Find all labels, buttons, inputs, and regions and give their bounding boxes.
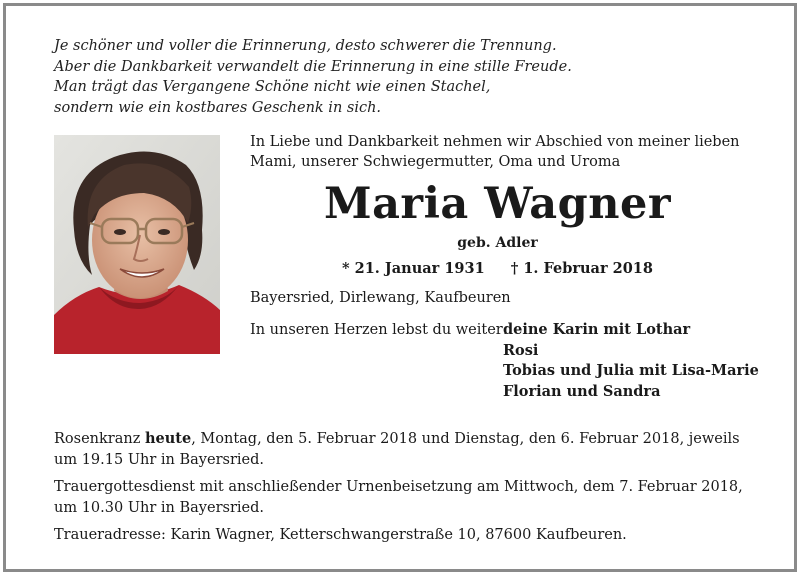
rosary-rest: , Montag, den 5. Februar 2018 und Dienstag, den 6. Februar 2018, jeweils	[191, 431, 740, 447]
deceased-name: Maria Wagner	[323, 179, 672, 229]
quote-line: sondern wie ein kostbares Geschenk in sich.	[54, 99, 382, 116]
life-dates	[250, 259, 745, 279]
memorial-quote	[54, 36, 614, 118]
mourners-list	[503, 320, 759, 402]
mourner-name: Tobias und Julia mit Lisa-Marie	[503, 362, 759, 379]
death-date: † 1. Februar 2018	[510, 260, 653, 277]
mourning-address	[54, 525, 754, 546]
rosary-prefix: Rosenkranz	[54, 431, 145, 447]
funeral-info	[54, 477, 754, 518]
intro-line: In Liebe und Dankbarkeit nehmen wir Abschied von meiner lieben	[250, 134, 740, 150]
quote-line: Je schöner und voller die Erinnerung, desto schwerer die Trennung.	[54, 38, 557, 54]
quote-line: Aber die Dankbarkeit verwandelt die Erinnerung in eine stille Freude.	[54, 58, 572, 75]
funeral-line1: Trauergottesdienst mit anschließender Urnenbeisetzung am Mittwoch, dem 7. Februar 2018,	[54, 479, 743, 495]
address-text: Traueradresse: Karin Wagner, Ketterschwangerstraße 10, 87600 Kaufbeuren.	[54, 527, 627, 543]
birth-date: * 21. Januar 1931	[342, 260, 485, 277]
birth-name: geb. Adler	[457, 235, 538, 251]
mourner-name: Rosi	[503, 341, 539, 359]
rosary-emphasis: heute	[144, 430, 192, 447]
quote-line: Man trägt das Vergangene Schöne nicht wie einen Stachel,	[54, 79, 491, 95]
intro-line: Mami, unserer Schwiegermutter, Oma und Uroma	[250, 154, 621, 170]
mourner-name: deine Karin mit Lothar	[503, 321, 691, 338]
intro-text	[250, 132, 760, 172]
mourners-label: In unseren Herzen lebst du weiter:	[250, 322, 508, 338]
rosary-info	[54, 429, 754, 470]
portrait-photo	[54, 135, 220, 354]
rosary-line2: um 19.15 Uhr in Bayersried.	[54, 451, 264, 468]
funeral-line2: um 10.30 Uhr in Bayersried.	[54, 499, 264, 516]
places: Bayersried, Dirlewang, Kaufbeuren	[250, 290, 511, 306]
mourner-name: Florian und Sandra	[503, 382, 661, 400]
